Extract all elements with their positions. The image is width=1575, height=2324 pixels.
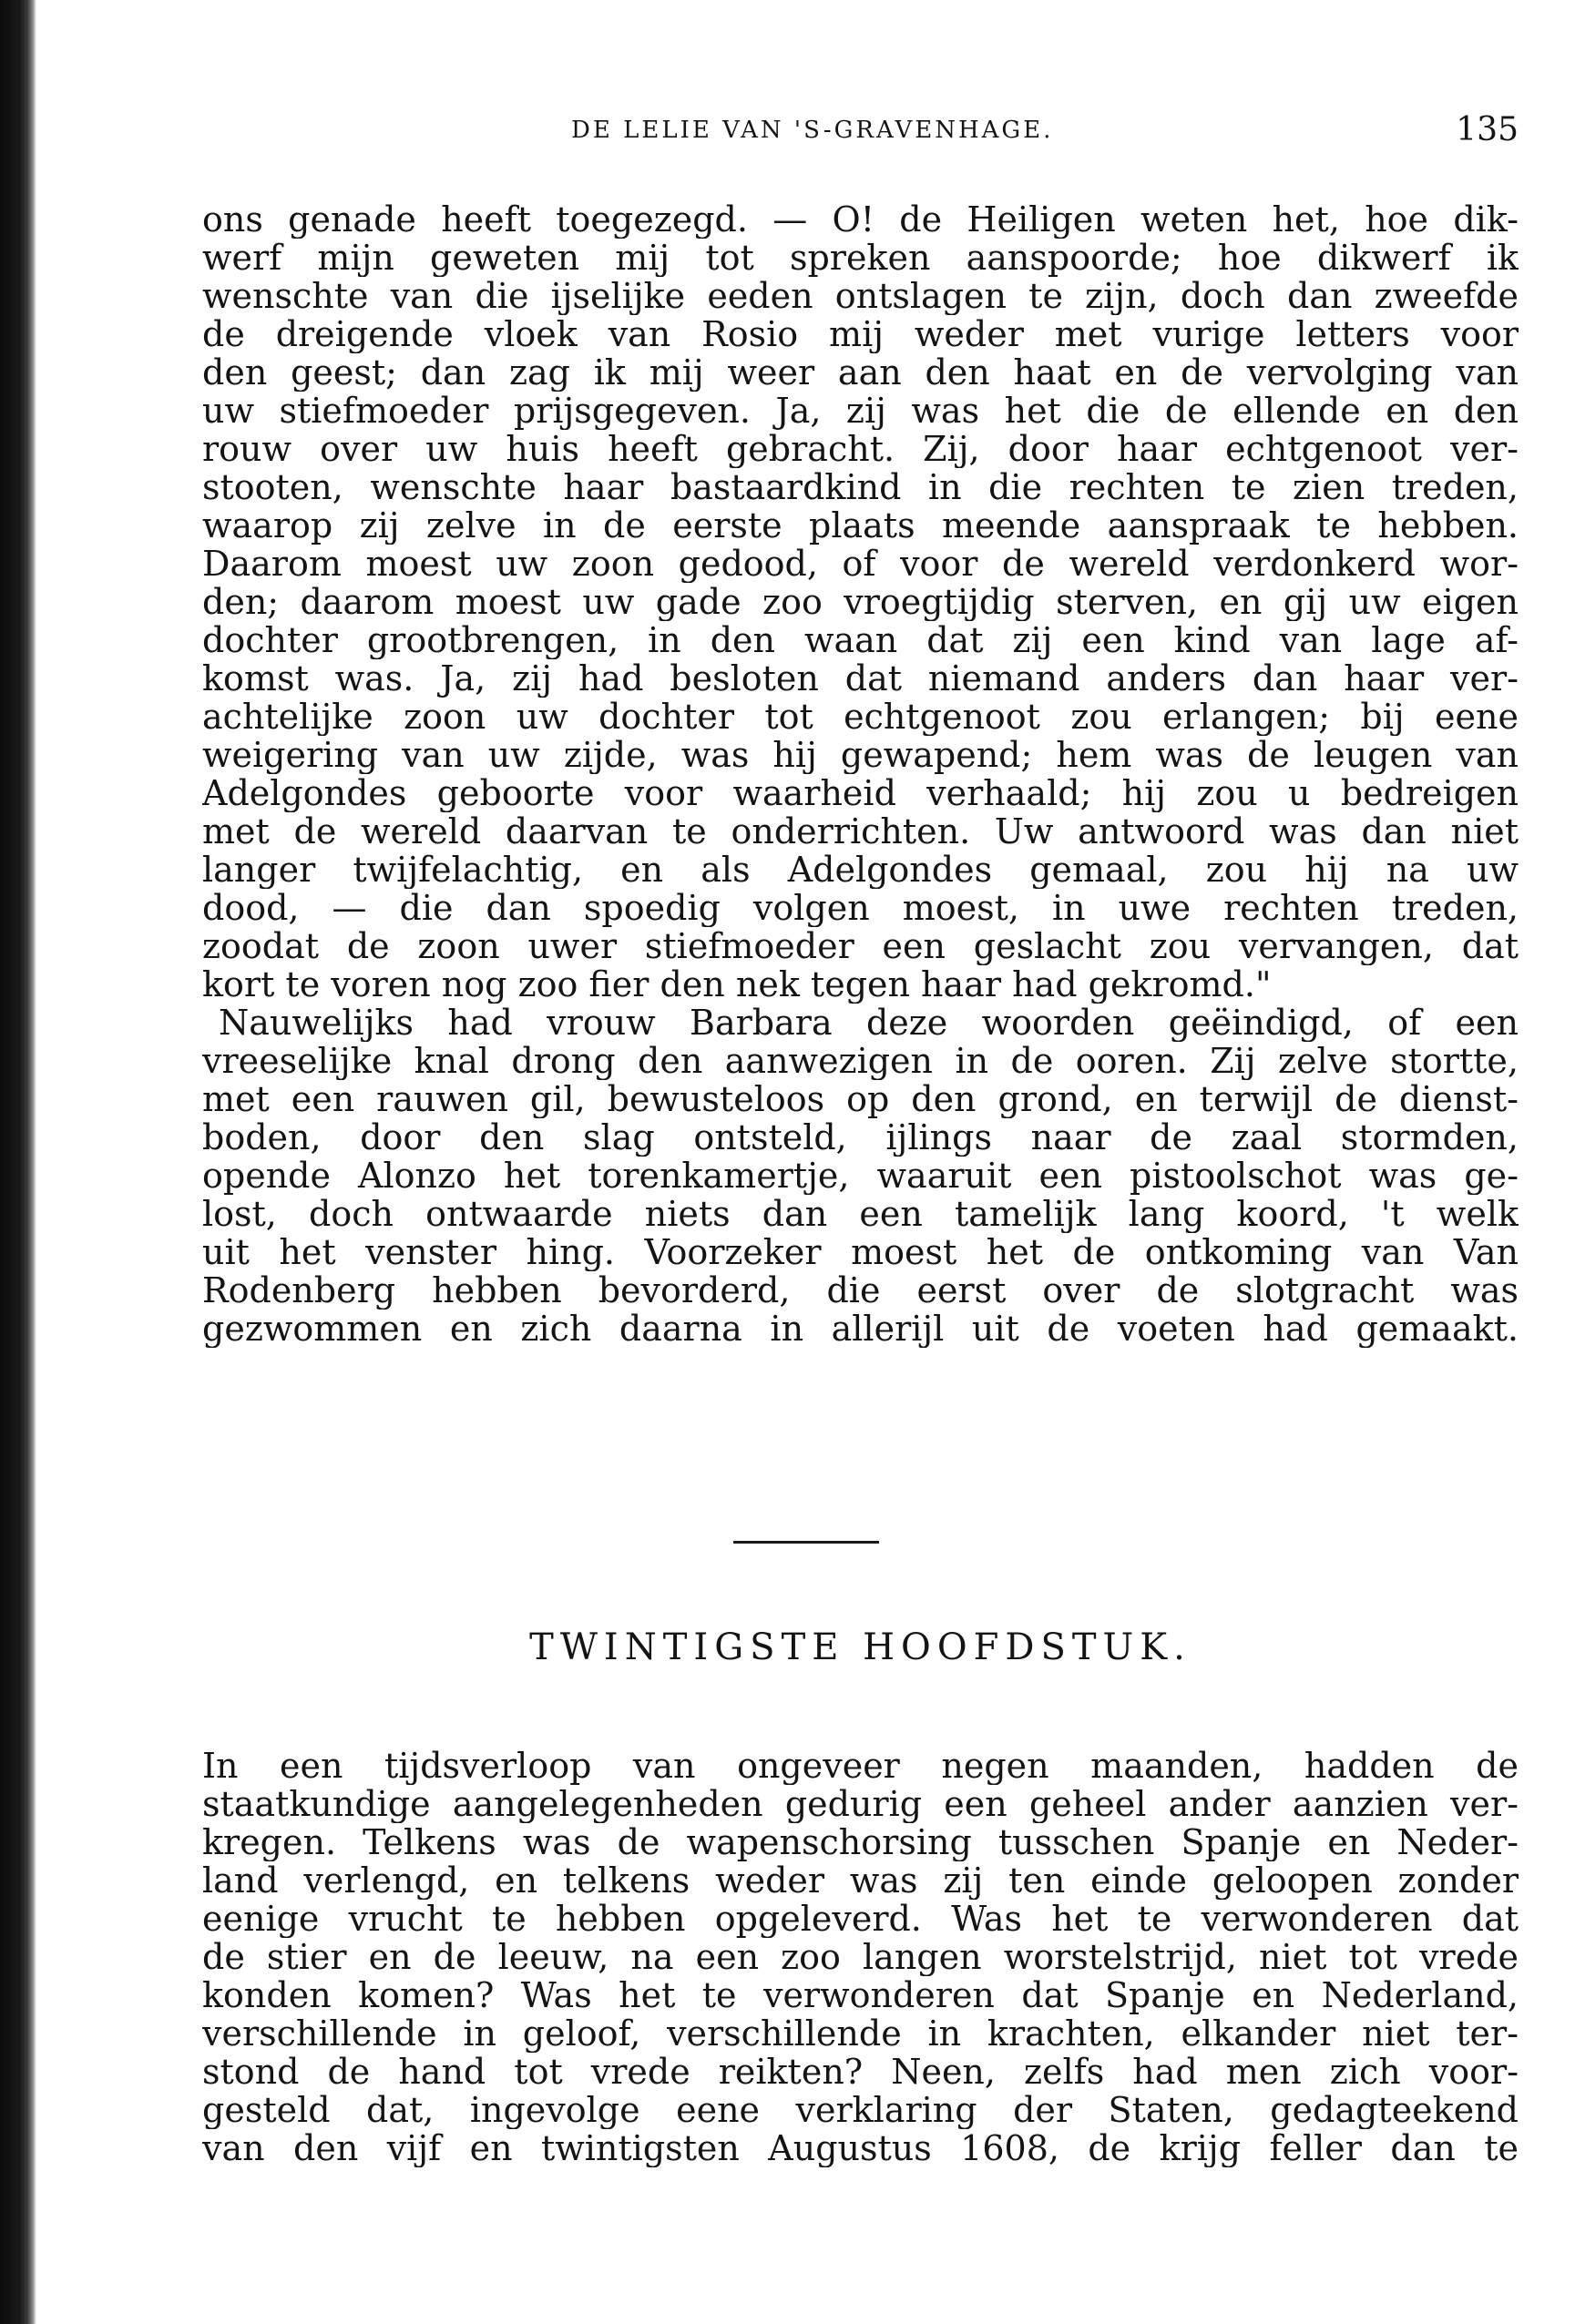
text-line: werf mijn geweten mij tot spreken aanspoorde; hoe dikwerf ik bbox=[202, 239, 1519, 277]
text-line: lost, doch ontwaarde niets dan een tamelijk lang koord, 't welk bbox=[202, 1195, 1519, 1233]
text-line: dood, — die dan spoedig volgen moest, in uwe rechten treden, bbox=[202, 889, 1519, 927]
text-line: Rodenberg hebben bevorderd, die eerst over de slotgracht was bbox=[202, 1271, 1519, 1310]
text-line: rouw over uw huis heeft gebracht. Zij, door haar echtgenoot ver- bbox=[202, 430, 1519, 468]
text-line: Adelgondes geboorte voor waarheid verhaald; hij zou u bedreigen bbox=[202, 774, 1519, 812]
text-line: met de wereld daarvan te onderrichten. Uw antwoord was dan niet bbox=[202, 812, 1519, 851]
text-line: uit het venster hing. Voorzeker moest het de ontkoming van Van bbox=[202, 1233, 1519, 1271]
running-head bbox=[202, 111, 1519, 148]
text-line: eenige vrucht te hebben opgeleverd. Was het te verwonderen dat bbox=[202, 1900, 1519, 1938]
text-line: vreeselijke knal drong den aanwezigen in de ooren. Zij zelve stortte, bbox=[202, 1042, 1519, 1080]
chapter-text bbox=[202, 1747, 1519, 2167]
text-line: van den vijf en twintigsten Augustus 1608, de krijg feller dan te bbox=[202, 2129, 1519, 2167]
text-line: ons genade heeft toegezegd. — O! de Heiligen weten het, hoe dik- bbox=[202, 200, 1519, 239]
text-line: land verlengd, en telkens weder was zij ten einde geloopen zonder bbox=[202, 1861, 1519, 1900]
text-line: waarop zij zelve in de eerste plaats meende aanspraak te hebben. bbox=[202, 506, 1519, 545]
text-line: langer twijfelachtig, en als Adelgondes gemaal, zou hij na uw bbox=[202, 851, 1519, 889]
text-line: Nauwelijks had vrouw Barbara deze woorden geëindigd, of een bbox=[219, 1004, 1519, 1042]
text-line: kort te voren nog zoo fier den nek tegen haar had gekromd." bbox=[202, 965, 1272, 1004]
text-line: komst was. Ja, zij had besloten dat niemand anders dan haar ver- bbox=[202, 659, 1519, 698]
text-line: konden komen? Was het te verwonderen dat Spanje en Nederland, bbox=[202, 1976, 1519, 2014]
text-line: uw stiefmoeder prijsgegeven. Ja, zij was het die de ellende en den bbox=[202, 392, 1519, 430]
chapter-heading: TWINTIGSTE HOOFDSTUK. bbox=[529, 1626, 1191, 1668]
text-line: de dreigende vloek van Rosio mij weder met vurige letters voor bbox=[202, 315, 1519, 353]
text-line: den geest; dan zag ik mij weer aan den haat en de vervolging van bbox=[202, 353, 1519, 392]
text-line: Daarom moest uw zoon gedood, of voor de wereld verdonkerd wor- bbox=[202, 545, 1519, 583]
text-line: achtelijke zoon uw dochter tot echtgenoot zou erlangen; bij eene bbox=[202, 698, 1519, 736]
page-binding-edge bbox=[0, 0, 36, 2324]
text-line: In een tijdsverloop van ongeveer negen maanden, hadden de bbox=[202, 1747, 1519, 1785]
text-line: stond de hand tot vrede reikten? Neen, zelfs had men zich voor- bbox=[202, 2053, 1519, 2091]
running-title: DE LELIE VAN 'S-GRAVENHAGE. bbox=[571, 117, 1054, 144]
page-number: 135 bbox=[1456, 111, 1519, 148]
text-line: kregen. Telkens was de wapenschorsing tusschen Spanje en Neder- bbox=[202, 1823, 1519, 1861]
text-line: staatkundige aangelegenheden gedurig een geheel ander aanzien ver- bbox=[202, 1785, 1519, 1823]
text-line: gesteld dat, ingevolge eene verklaring der Staten, gedagteekend bbox=[202, 2091, 1519, 2129]
text-line: de stier en de leeuw, na een zoo langen worstelstrijd, niet tot vrede bbox=[202, 1938, 1519, 1976]
text-line: stooten, wenschte haar bastaardkind in die rechten te zien treden, bbox=[202, 468, 1519, 506]
previous-chapter-text bbox=[202, 200, 1519, 1348]
text-line: weigering van uw zijde, was hij gewapend; hem was de leugen van bbox=[202, 736, 1519, 774]
text-line: gezwommen en zich daarna in allerijl uit de voeten had gemaakt. bbox=[202, 1310, 1519, 1348]
section-divider bbox=[733, 1541, 879, 1544]
text-line: dochter grootbrengen, in den waan dat zij een kind van lage af- bbox=[202, 621, 1519, 659]
text-line: verschillende in geloof, verschillende in krachten, elkander niet ter- bbox=[202, 2014, 1519, 2053]
text-line: den; daarom moest uw gade zoo vroegtijdig sterven, en gij uw eigen bbox=[202, 583, 1519, 621]
text-line: wenschte van die ijselijke eeden ontslagen te zijn, doch dan zweefde bbox=[202, 277, 1519, 315]
book-page bbox=[202, 0, 1519, 2324]
text-line: zoodat de zoon uwer stiefmoeder een geslacht zou vervangen, dat bbox=[202, 927, 1519, 965]
text-line: boden, door den slag ontsteld, ijlings naar de zaal stormden, bbox=[202, 1118, 1519, 1157]
text-line: opende Alonzo het torenkamertje, waaruit een pistoolschot was ge- bbox=[202, 1157, 1519, 1195]
text-line: met een rauwen gil, bewusteloos op den grond, en terwijl de dienst- bbox=[202, 1080, 1519, 1118]
